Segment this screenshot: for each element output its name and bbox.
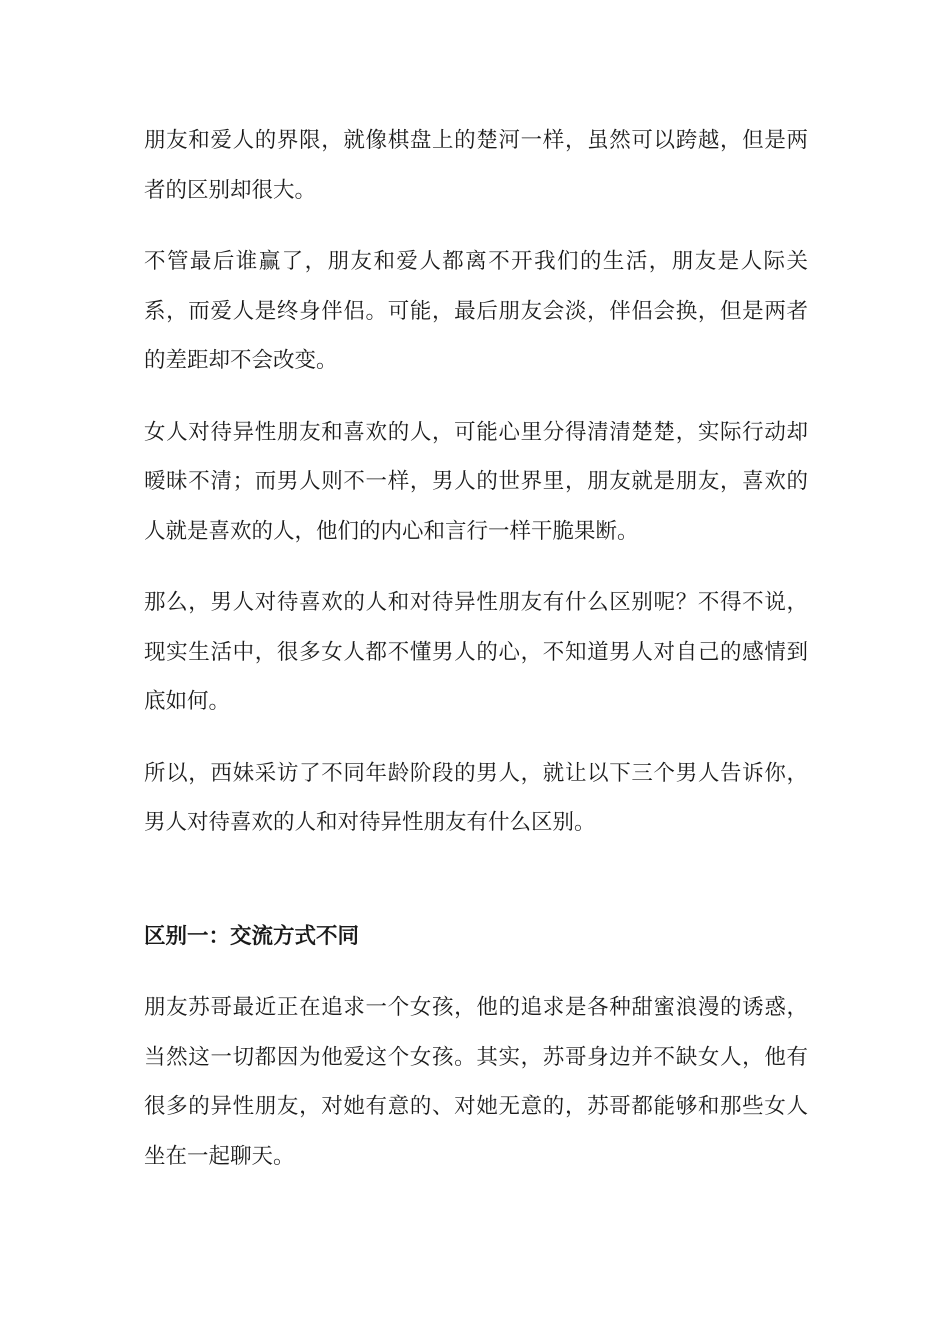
paragraph-3: 女人对待异性朋友和喜欢的人，可能心里分得清清楚楚，实际行动却暧昧不清；而男人则不一样，男人的世界里，朋友就是朋友，喜欢的人就是喜欢的人，他们的内心和言行一样干脆果断。 [144,419,808,544]
paragraph-2: 不管最后谁赢了，朋友和爱人都离不开我们的生活，朋友是人际关系，而爱人是终身伴侣。可能，最后朋友会淡，伴侣会换，但是两者的差距却不会改变。 [144,249,808,373]
section-heading: 区别一：交流方式不同 [144,923,360,949]
paragraph-1: 朋友和爱人的界限，就像棋盘上的楚河一样，虽然可以跨越，但是两者的区别却很大。 [144,128,808,203]
article-body [144,116,808,1203]
paragraph-4: 那么，男人对待喜欢的人和对待异性朋友有什么区别呢？不得不说，现实生活中，很多女人都不懂男人的心，不知道男人对自己的感情到底如何。 [144,590,808,714]
paragraph-5: 所以，西妹采访了不同年龄阶段的男人，就让以下三个男人告诉你，男人对待喜欢的人和对待异性朋友有什么区别。 [144,760,808,835]
paragraph-6: 朋友苏哥最近正在追求一个女孩，他的追求是各种甜蜜浪漫的诱惑，当然这一切都因为他爱这个女孩。其实，苏哥身边并不缺女人，他有很多的异性朋友，对她有意的、对她无意的，苏哥都能够和那些女人坐在一起聊天。 [144,995,808,1169]
